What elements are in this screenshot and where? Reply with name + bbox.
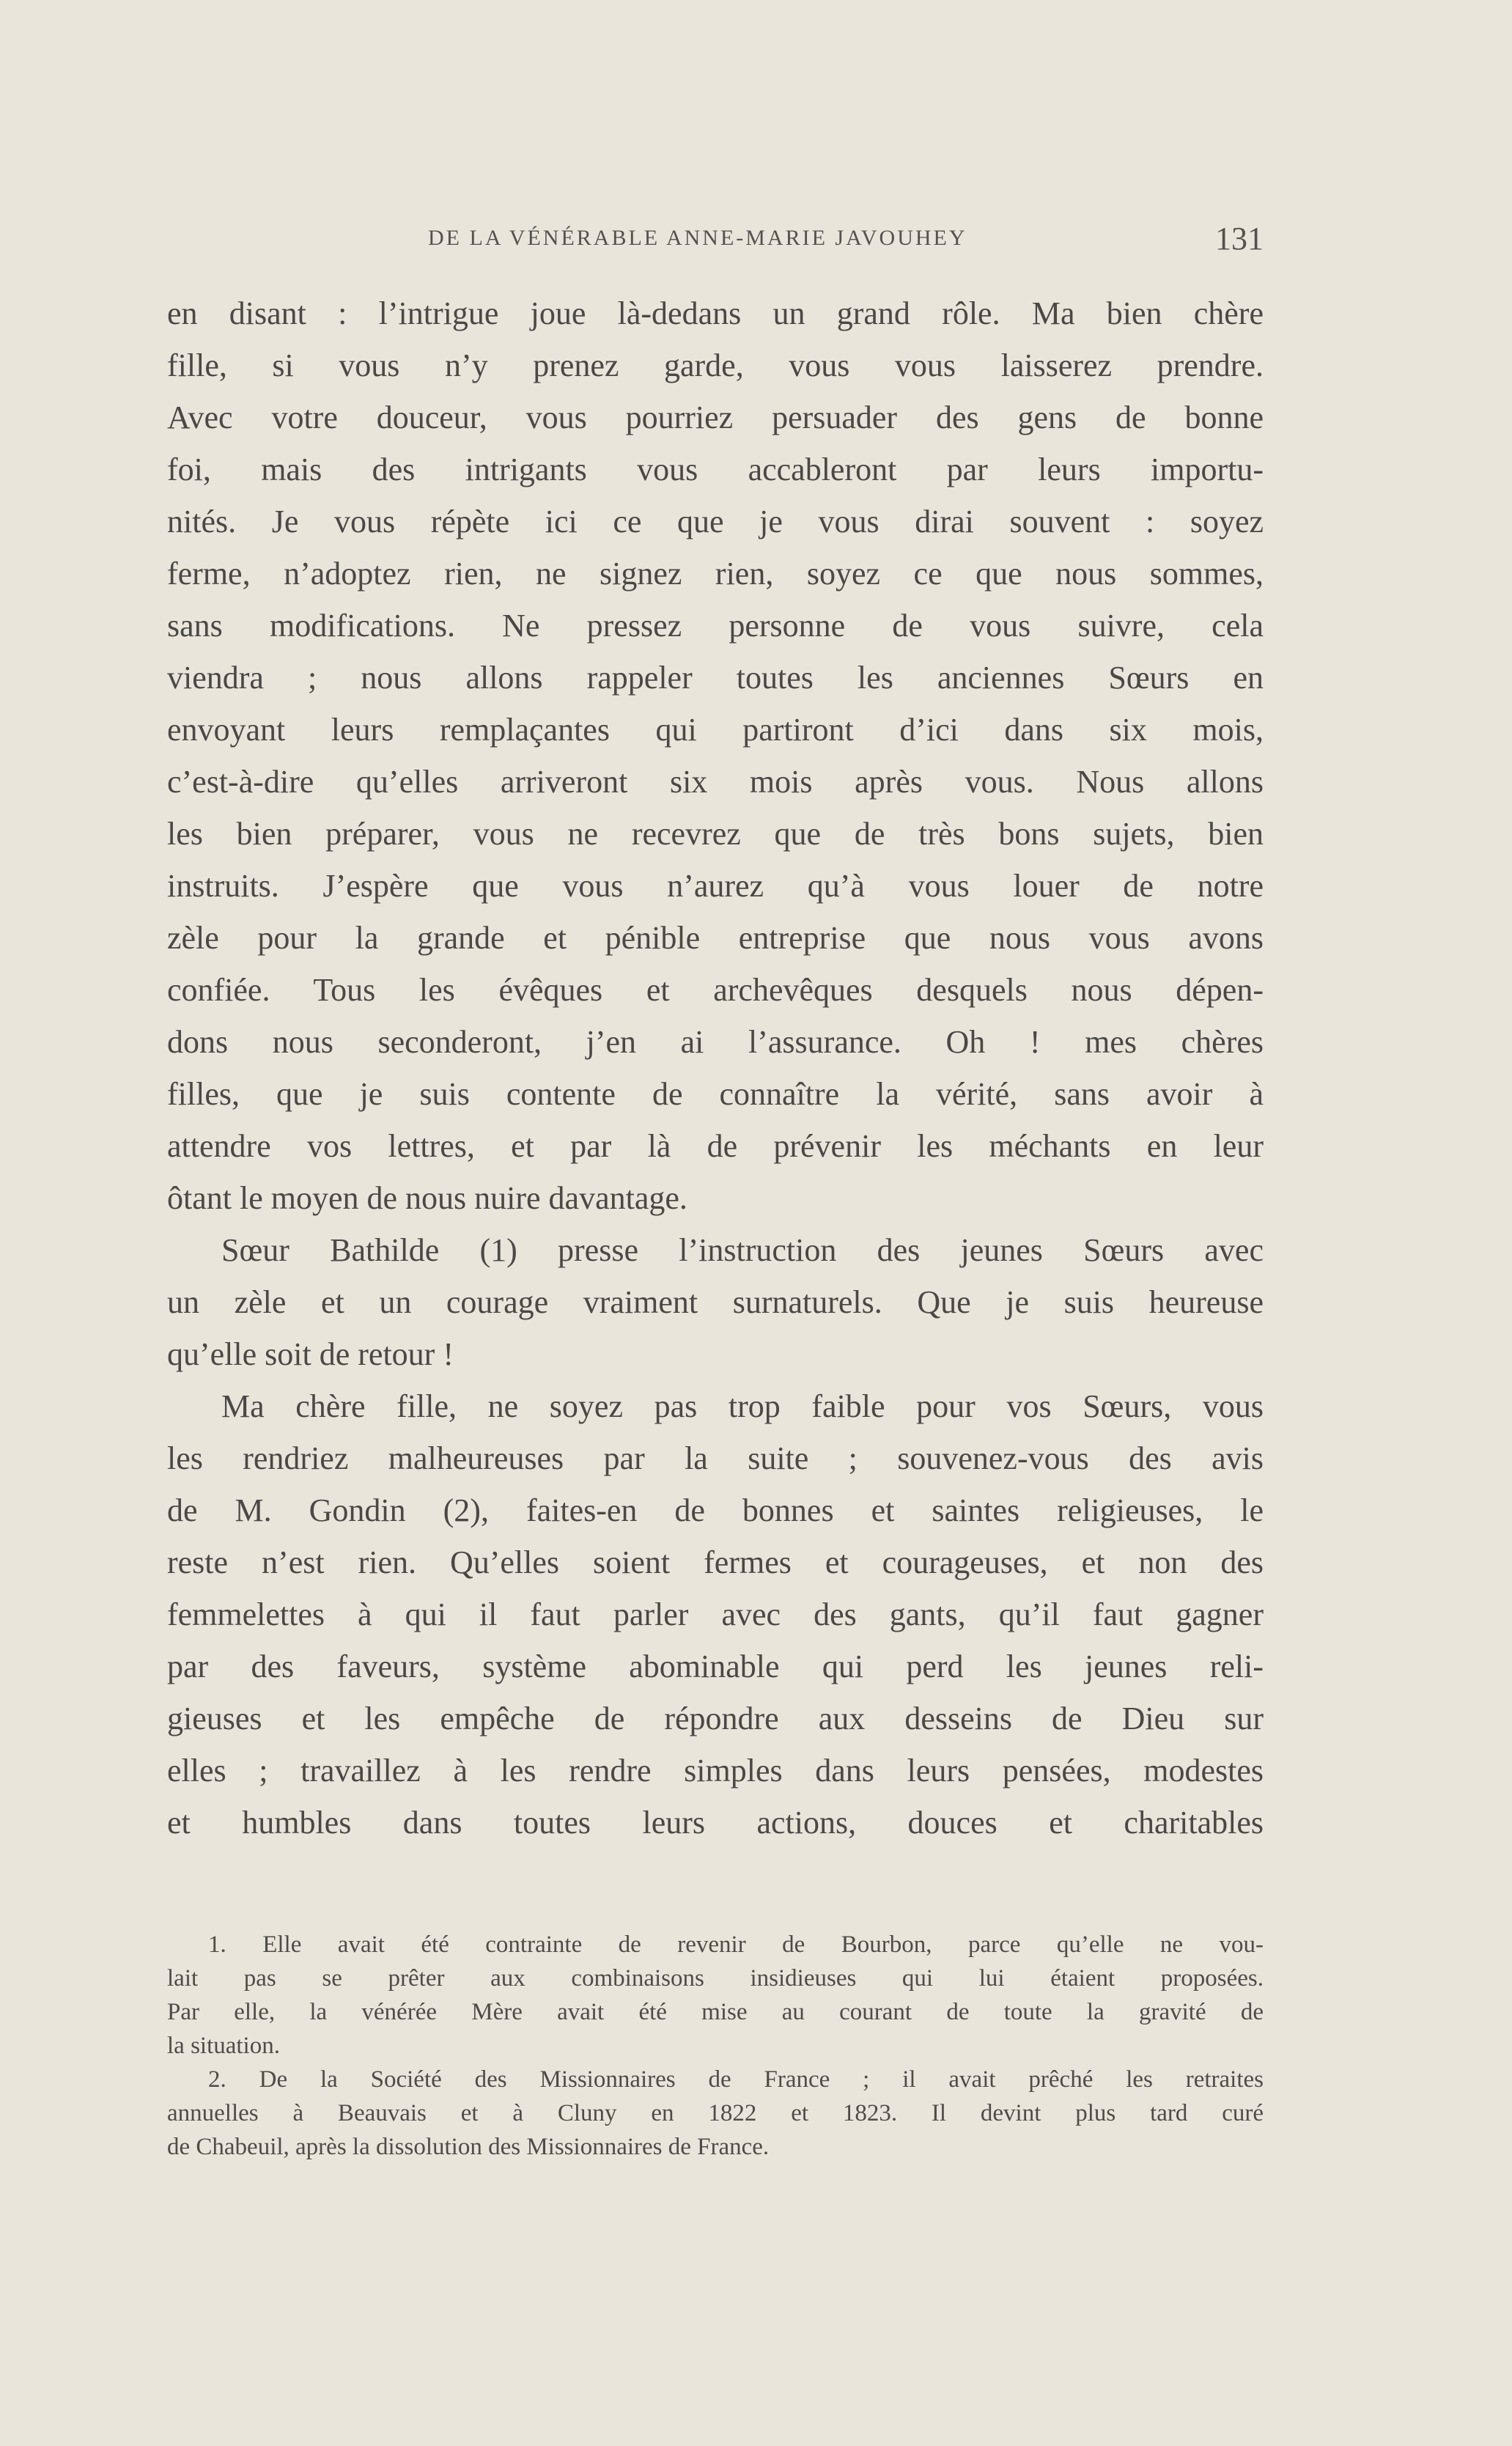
- text-line: nités. Je vous répète ici ce que je vous dirai souvent : soyez: [167, 504, 1264, 539]
- footnote-line: 2. De la Société des Missionnaires de France ; il avait prêché les retraites: [208, 2066, 1264, 2093]
- text-line: gieuses et les empêche de répondre aux desseins de Dieu sur: [167, 1701, 1264, 1736]
- text-line: de M. Gondin (2), faites-en de bonnes et saintes religieuses, le: [167, 1492, 1264, 1528]
- text-line: fille, si vous n’y prenez garde, vous vous laisserez prendre.: [167, 347, 1264, 383]
- text-line: envoyant leurs remplaçantes qui partiront d’ici dans six mois,: [167, 712, 1264, 748]
- text-line: ôtant le moyen de nous nuire davantage.: [167, 1180, 687, 1216]
- text-line: instruits. J’espère que vous n’aurez qu’à vous louer de notre: [167, 868, 1264, 904]
- text-line: foi, mais des intrigants vous accableront par leurs importu-: [167, 452, 1264, 487]
- text-line: confiée. Tous les évêques et archevêques desquels nous dépen-: [167, 972, 1264, 1008]
- text-line: qu’elle soit de retour !: [167, 1336, 454, 1372]
- text-line: et humbles dans toutes leurs actions, douces et charitables: [167, 1805, 1264, 1841]
- running-head: [167, 220, 1264, 264]
- text-line: Ma chère fille, ne soyez pas trop faible pour vos Sœurs, vous: [221, 1388, 1264, 1424]
- text-line: zèle pour la grande et pénible entreprise que nous vous avons: [167, 920, 1264, 956]
- page-number: 131: [1215, 221, 1264, 257]
- text-line: Avec votre douceur, vous pourriez persuader des gens de bonne: [167, 399, 1264, 435]
- text-line: femmelettes à qui il faut parler avec des gants, qu’il faut gagner: [167, 1596, 1264, 1632]
- footnote-line: 1. Elle avait été contrainte de revenir de Bourbon, parce qu’elle ne vou-: [208, 1931, 1264, 1958]
- text-line: c’est-à-dire qu’elles arriveront six mois après vous. Nous allons: [167, 764, 1264, 800]
- footnote-line: la situation.: [167, 2033, 280, 2059]
- text-line: elles ; travaillez à les rendre simples dans leurs pensées, modestes: [167, 1753, 1264, 1789]
- text-line: attendre vos lettres, et par là de prévenir les méchants en leur: [167, 1128, 1264, 1164]
- text-line: un zèle et un courage vraiment surnaturels. Que je suis heureuse: [167, 1284, 1264, 1320]
- footnotes: [167, 1928, 1264, 2164]
- footnote-line: annuelles à Beauvais et à Cluny en 1822 et 1823. Il devint plus tard curé: [167, 2100, 1264, 2126]
- running-title: DE LA VÉNÉRABLE ANNE-MARIE JAVOUHEY: [428, 226, 967, 250]
- text-line: viendra ; nous allons rappeler toutes les anciennes Sœurs en: [167, 660, 1264, 696]
- text-line: reste n’est rien. Qu’elles soient fermes et courageuses, et non des: [167, 1544, 1264, 1580]
- footnote-line: Par elle, la vénérée Mère avait été mise au courant de toute la gravité de: [167, 1999, 1264, 2025]
- text-line: les bien préparer, vous ne recevrez que de très bons sujets, bien: [167, 816, 1264, 852]
- body-text: [167, 287, 1264, 1849]
- text-line: les rendriez malheureuses par la suite ; souvenez-vous des avis: [167, 1440, 1264, 1476]
- text-line: en disant : l’intrigue joue là-dedans un grand rôle. Ma bien chère: [167, 295, 1264, 331]
- text-line: par des faveurs, système abominable qui perd les jeunes reli-: [167, 1649, 1264, 1684]
- text-line: sans modifications. Ne pressez personne de vous suivre, cela: [167, 608, 1264, 644]
- text-line: dons nous seconderont, j’en ai l’assurance. Oh ! mes chères: [167, 1024, 1264, 1060]
- text-line: filles, que je suis contente de connaître la vérité, sans avoir à: [167, 1076, 1264, 1112]
- footnote-line: de Chabeuil, après la dissolution des Missionnaires de France.: [167, 2134, 770, 2160]
- footnote-line: lait pas se prêter aux combinaisons insidieuses qui lui étaient proposées.: [167, 1965, 1264, 1992]
- text-line: Sœur Bathilde (1) presse l’instruction des jeunes Sœurs avec: [221, 1232, 1264, 1268]
- text-line: ferme, n’adoptez rien, ne signez rien, soyez ce que nous sommes,: [167, 556, 1264, 592]
